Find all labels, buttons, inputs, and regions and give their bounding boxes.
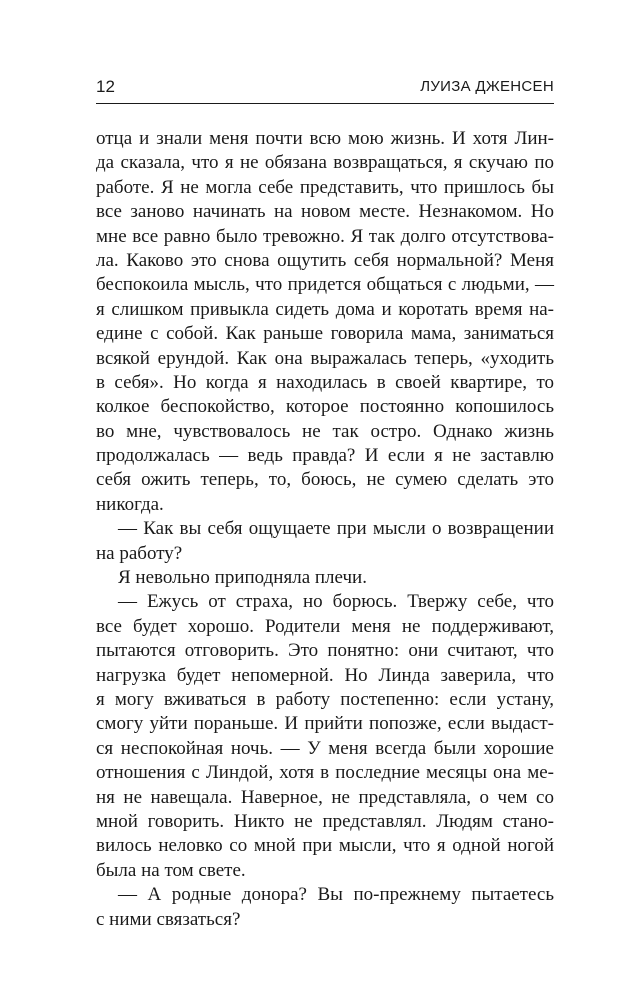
text-line: — Ежусь от страха, но борюсь. Твержу себе, что <box>118 591 554 613</box>
text-line: едине с собой. Как раньше говорила мама, заниматься <box>96 323 554 345</box>
text-line: я могу вживаться в работу постепенно: если устану, <box>96 688 554 710</box>
text-line: — А родные донора? Вы по-прежнему пытаетесь <box>118 884 554 906</box>
text-line: на работу? <box>96 542 183 564</box>
text-line: ла. Каково это снова ощутить себя нормальной? Меня <box>96 249 554 271</box>
text-line: все будет хорошо. Родители меня не поддерживают, <box>96 615 554 637</box>
text-line: смогу уйти пораньше. И прийти попозже, если выдаст- <box>96 713 554 735</box>
text-line: пытаются отговорить. Это понятно: они считают, что <box>96 640 554 662</box>
text-line: всякой ерундой. Как она выражалась теперь, «уходить <box>96 347 554 369</box>
text-line: я слишком привыкла сидеть дома и коротать время на- <box>96 298 554 320</box>
text-line: Я невольно приподняла плечи. <box>118 567 367 589</box>
text-line: в себя». Но когда я находилась в своей квартире, то <box>96 371 554 393</box>
text-line: во мне, чувствовалось не так остро. Однако жизнь <box>96 420 554 442</box>
page-number: 12 <box>96 77 115 96</box>
text-line: беспокоила мысль, что придется общаться с людьми, — <box>96 274 554 296</box>
text-line: ня не навещала. Наверное, не представляла, о чем со <box>96 786 554 808</box>
text-line: мне все равно было тревожно. Я так долго отсутствова- <box>96 225 554 247</box>
text-line: ся неспокойная ночь. — У меня всегда были хорошие <box>96 737 554 759</box>
text-line: все заново начинать на новом месте. Незнакомом. Но <box>96 201 554 223</box>
running-head-author: ЛУИЗА ДЖЕНСЕН <box>420 78 554 95</box>
text-line: себя ожить теперь, то, боюсь, не сумею сделать это <box>96 469 554 491</box>
header-rule <box>96 103 554 104</box>
text-line: вилось неловко со мной при мысли, что я одной ногой <box>96 835 554 857</box>
text-line: была на том свете. <box>96 859 246 881</box>
body-text <box>96 127 554 932</box>
text-line: работе. Я не могла себе представить, что пришлось бы <box>96 176 554 198</box>
page-header <box>96 76 554 100</box>
text-line: никогда. <box>96 493 164 515</box>
text-line: с ними связаться? <box>96 908 241 930</box>
text-line: мной говорить. Никто не представлял. Людям стано- <box>96 810 554 832</box>
text-line: — Как вы себя ощущаете при мысли о возвращении <box>118 518 554 540</box>
text-line: колкое беспокойство, которое постоянно копошилось <box>96 396 554 418</box>
text-line: отношения с Линдой, хотя в последние месяцы она ме- <box>96 762 554 784</box>
text-line: нагрузка будет непомерной. Но Линда заверила, что <box>96 664 554 686</box>
text-line: отца и знали меня почти всю мою жизнь. И хотя Лин- <box>96 128 554 149</box>
text-line: да сказала, что я не обязана возвращаться, я скучаю по <box>96 152 554 174</box>
text-line: продолжалась — ведь правда? И если я не заставлю <box>96 445 554 467</box>
